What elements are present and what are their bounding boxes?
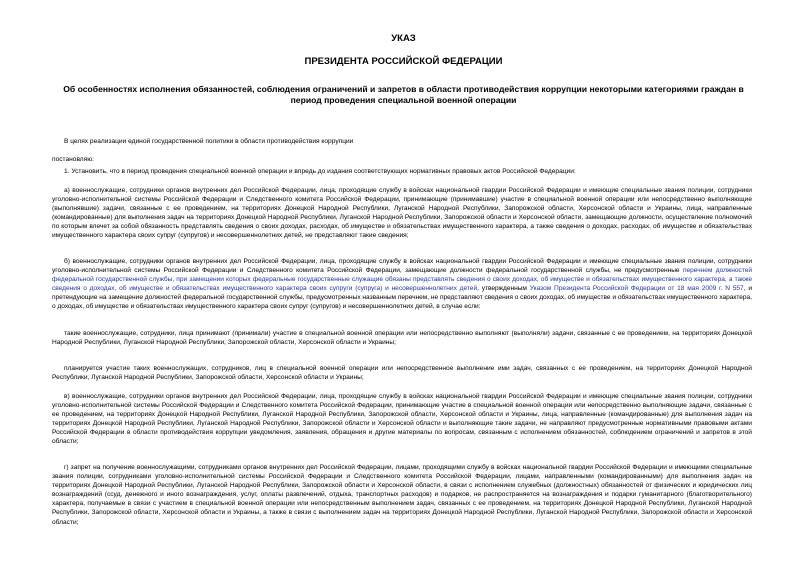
decree-title: УКАЗ xyxy=(391,33,416,44)
decree-issuer: ПРЕЗИДЕНТА РОССИЙСКОЙ ФЕДЕРАЦИИ xyxy=(304,56,503,67)
subitem-b-mid: , утвержденным xyxy=(477,285,527,293)
item-1: 1. Установить, что в период проведения специальной военной операции и впредь до издания соответствующих нормативных правовых актов Российской Федерации: xyxy=(64,168,576,175)
subitem-b-case-2: планируется участие таких военнослужащих, сотрудников, лиц в специальной военной операции или непосредственное выполнение ими задач, связанных с ее проведением, на территориях Донецкой Народной Республики, Луганской Народной Республики, Запорожской области, Херсонской области и Украины; xyxy=(52,365,752,382)
perechen-link[interactable]: перечнем должностей федеральной государственной службы, при замещении которых федеральные государственные служащие обязаны представлять сведения о своих доходах, об имуществе и обязательствах имущественного характера, а также сведения о доходах, об имуществе и обязательствах имущественного характера своих супруги (супруга) и несовершеннолетних детей xyxy=(52,267,752,293)
subitem-a: а) военнослужащие, сотрудники органов внутренних дел Российской Федерации, лица, проходящие службу в войсках национальной гвардии Российской Федерации и имеющие специальные звания полиции, сотрудники уголовно-исполнительной системы Российской Федерации и Следственного комитета Российской Федерации, принимающие (принимавшие) участие в специальной военной операции или непосредственно выполняющие (выполнявшие) задачи, связанные с ее проведением, на территориях Донецкой Народной Республики, Луганской Народной Республики, Запорожской области, Херсонской области и Украины, лица, направленные (командированные) для выполнения задач на территориях Донецкой Народной Республики, Луганской Народной Республики, Запорожской области и Херсонской области, замещающие должности, осуществление полномочий по которым влечет за собой обязанность представлять сведения о своих доходах, расходах, об имуществе и обязательствах имущественного характера, а также сведения о доходах, расходах, об имуществе и обязательствах имущественного характера своих супруг (супругов) и несовершеннолетних детей, не представляют такие сведения; xyxy=(52,187,752,240)
subitem-v: в) военнослужащие, сотрудники органов внутренних дел Российской Федерации, лица, проходящие службу в войсках национальной гвардии Российской Федерации и имеющие специальные звания полиции, сотрудники уголовно-исполнительной системы Российской Федерации и Следственного комитета Российской Федерации, принимающие участие в специальной военной операции или непосредственно выполняющие задачи, связанные с ее проведением, на территориях Донецкой Народной Республики, Луганской Народной Республики, Запорожской области, Херсонской области и Украины, лица, направленные (командированные) для выполнения задач на территориях Донецкой Народной Республики, Луганской Народной Республики, Запорожской области и Херсонской области и выполняющие такие задачи, не направляют предусмотренные нормативными правовыми актами Российской Федерации в области противодействия коррупции уведомления, заявления, обращения и другие материалы по вопросам, связанным с исполнением обязанностей, соблюдением ограничений и запретов в этой области; xyxy=(52,393,752,446)
ukaz-link[interactable]: Указом Президента Российской Федерации от 18 мая 2009 г. N 557 xyxy=(529,285,744,293)
subitem-b-start: б) военнослужащие, сотрудники органов внутренних дел Российской Федерации, лица, проходящие службу в войсках национальной гвардии Российской Федерации и имеющие специальные звания полиции, сотрудники уголовно-исполнительной системы Российской Федерации и Следственного комитета Российской Федерации, замещающие должности федеральной государственной службы, не предусмотренные xyxy=(52,258,752,275)
subitem-b xyxy=(52,257,752,312)
decree-word: постановляю: xyxy=(52,156,95,163)
decree-heading: Об особенностях исполнения обязанностей, соблюдения ограничений и запретов в области противодействия коррупции некоторыми категориями граждан в период проведения специальной военной операции xyxy=(63,84,744,105)
subitem-g: г) запрет на получение военнослужащими, сотрудниками органов внутренних дел Российской Федерации, лицами, проходящими службу в войсках национальной гвардии Российской Федерации и имеющими специальные звания полиции, сотрудниками уголовно-исполнительной системы Российской Федерации и Следственного комитета Российской Федерации, лицами, направленными (командированными) для выполнения задач на территориях Донецкой Народной Республики, Луганской Народной Республики, Запорожской области и Херсонской области, в связи с исполнением служебных (должностных) обязанностей от физических и юридических лиц вознаграждений (ссуд, денежного и иного вознаграждения, услуг, оплаты развлечений, отдыха, транспортных расходов) и подарков, не распространяется на вознаграждения и подарки гуманитарного (благотворительного) характера, получаемые в связи с участием в специальной военной операции или непосредственным выполнением задач, связанных с ее проведением, на территориях Донецкой Народной Республики, Луганской Народной Республики, Запорожской области, Херсонской области и Украины, а также в связи с выполнением задач на территориях Донецкой Народной Республики, Луганской Народной Республики, Запорожской области и Херсонской области; xyxy=(52,464,752,526)
subitem-b-end: , и претендующие на замещение должностей федеральной государственной службы, предусмотренных названным перечнем, не представляют сведения о своих доходах, об имуществе и обязательствах имущественного характера, о доходах, об имуществе и обязательствах имущественного характера своих супруг (супругов) и несовершеннолетних детей, в случае если: xyxy=(52,285,752,311)
subitem-b-case-1: такие военнослужащие, сотрудники, лица принимают (принимали) участие в специальной военной операции или непосредственно выполняют (выполняли) задачи, связанные с ее проведением, на территориях Донецкой Народной Республики, Луганской Народной Республики, Запорожской области, Херсонской области и Украины; xyxy=(52,330,752,347)
preamble: В целях реализации единой государственной политики в области противодействия коррупции xyxy=(64,138,354,145)
